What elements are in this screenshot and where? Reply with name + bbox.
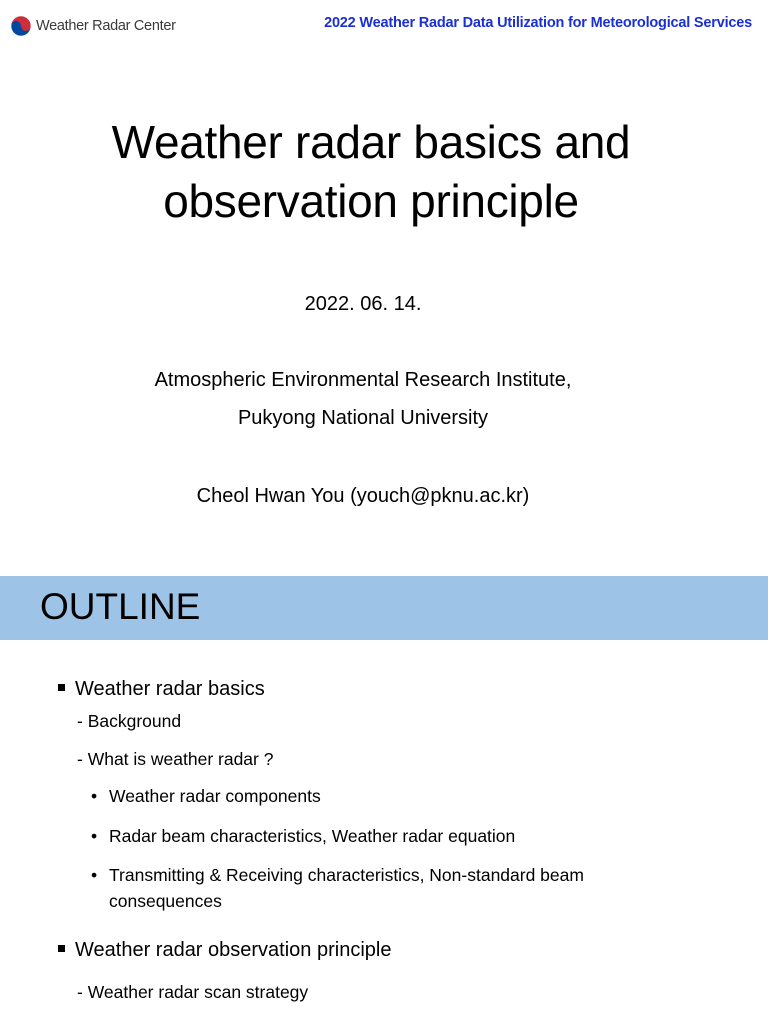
logo-text: Weather Radar Center (36, 18, 176, 34)
outline-section-2-label: Weather radar observation principle (75, 939, 392, 961)
outline-section-1-label: Weather radar basics (75, 678, 265, 700)
outline-bullet-transmit-cont: consequences (109, 891, 222, 911)
square-bullet-icon (58, 945, 65, 952)
outline-bullet-components-label: Weather radar components (109, 786, 321, 806)
event-title: 2022 Weather Radar Data Utilization for Meteorological Services (324, 15, 752, 31)
affiliation-line-2: Pukyong National University (237, 407, 489, 429)
presentation-date: 2022. 06. 14. (304, 293, 422, 315)
outline-title: OUTLINE (40, 586, 201, 627)
outline-section-1 (58, 678, 265, 701)
outline-section-2 (58, 939, 391, 962)
author-line: Cheol Hwan You (youch@pknu.ac.kr) (196, 485, 530, 507)
round-bullet-icon: • (91, 786, 98, 806)
outline-sub-what-is-radar: - What is weather radar ? (77, 749, 274, 769)
affiliation-line-1: Atmospheric Environmental Research Institute, (154, 369, 572, 391)
outline-sub-scan-strategy: - Weather radar scan strategy (77, 982, 309, 1002)
outline-slide (0, 576, 768, 1024)
round-bullet-icon: • (91, 865, 98, 885)
title-line-1: Weather radar basics and (111, 116, 631, 168)
outline-bullet-transmit-label: Transmitting & Receiving characteristics, Non-standard beam (109, 865, 584, 885)
outline-bullet-transmit (91, 865, 584, 886)
outline-bullet-beam-label: Radar beam characteristics, Weather radar equation (109, 826, 516, 846)
header-logo (10, 14, 176, 38)
square-bullet-icon (58, 684, 65, 691)
round-bullet-icon: • (91, 826, 98, 846)
outline-bullet-beam (91, 826, 515, 847)
taegeuk-emblem-icon (10, 15, 32, 37)
presentation-title (0, 113, 742, 231)
outline-sub-background: - Background (77, 711, 182, 731)
title-line-2: observation principle (163, 175, 579, 227)
outline-bullet-components (91, 786, 321, 807)
outline-header-bar (0, 576, 768, 640)
